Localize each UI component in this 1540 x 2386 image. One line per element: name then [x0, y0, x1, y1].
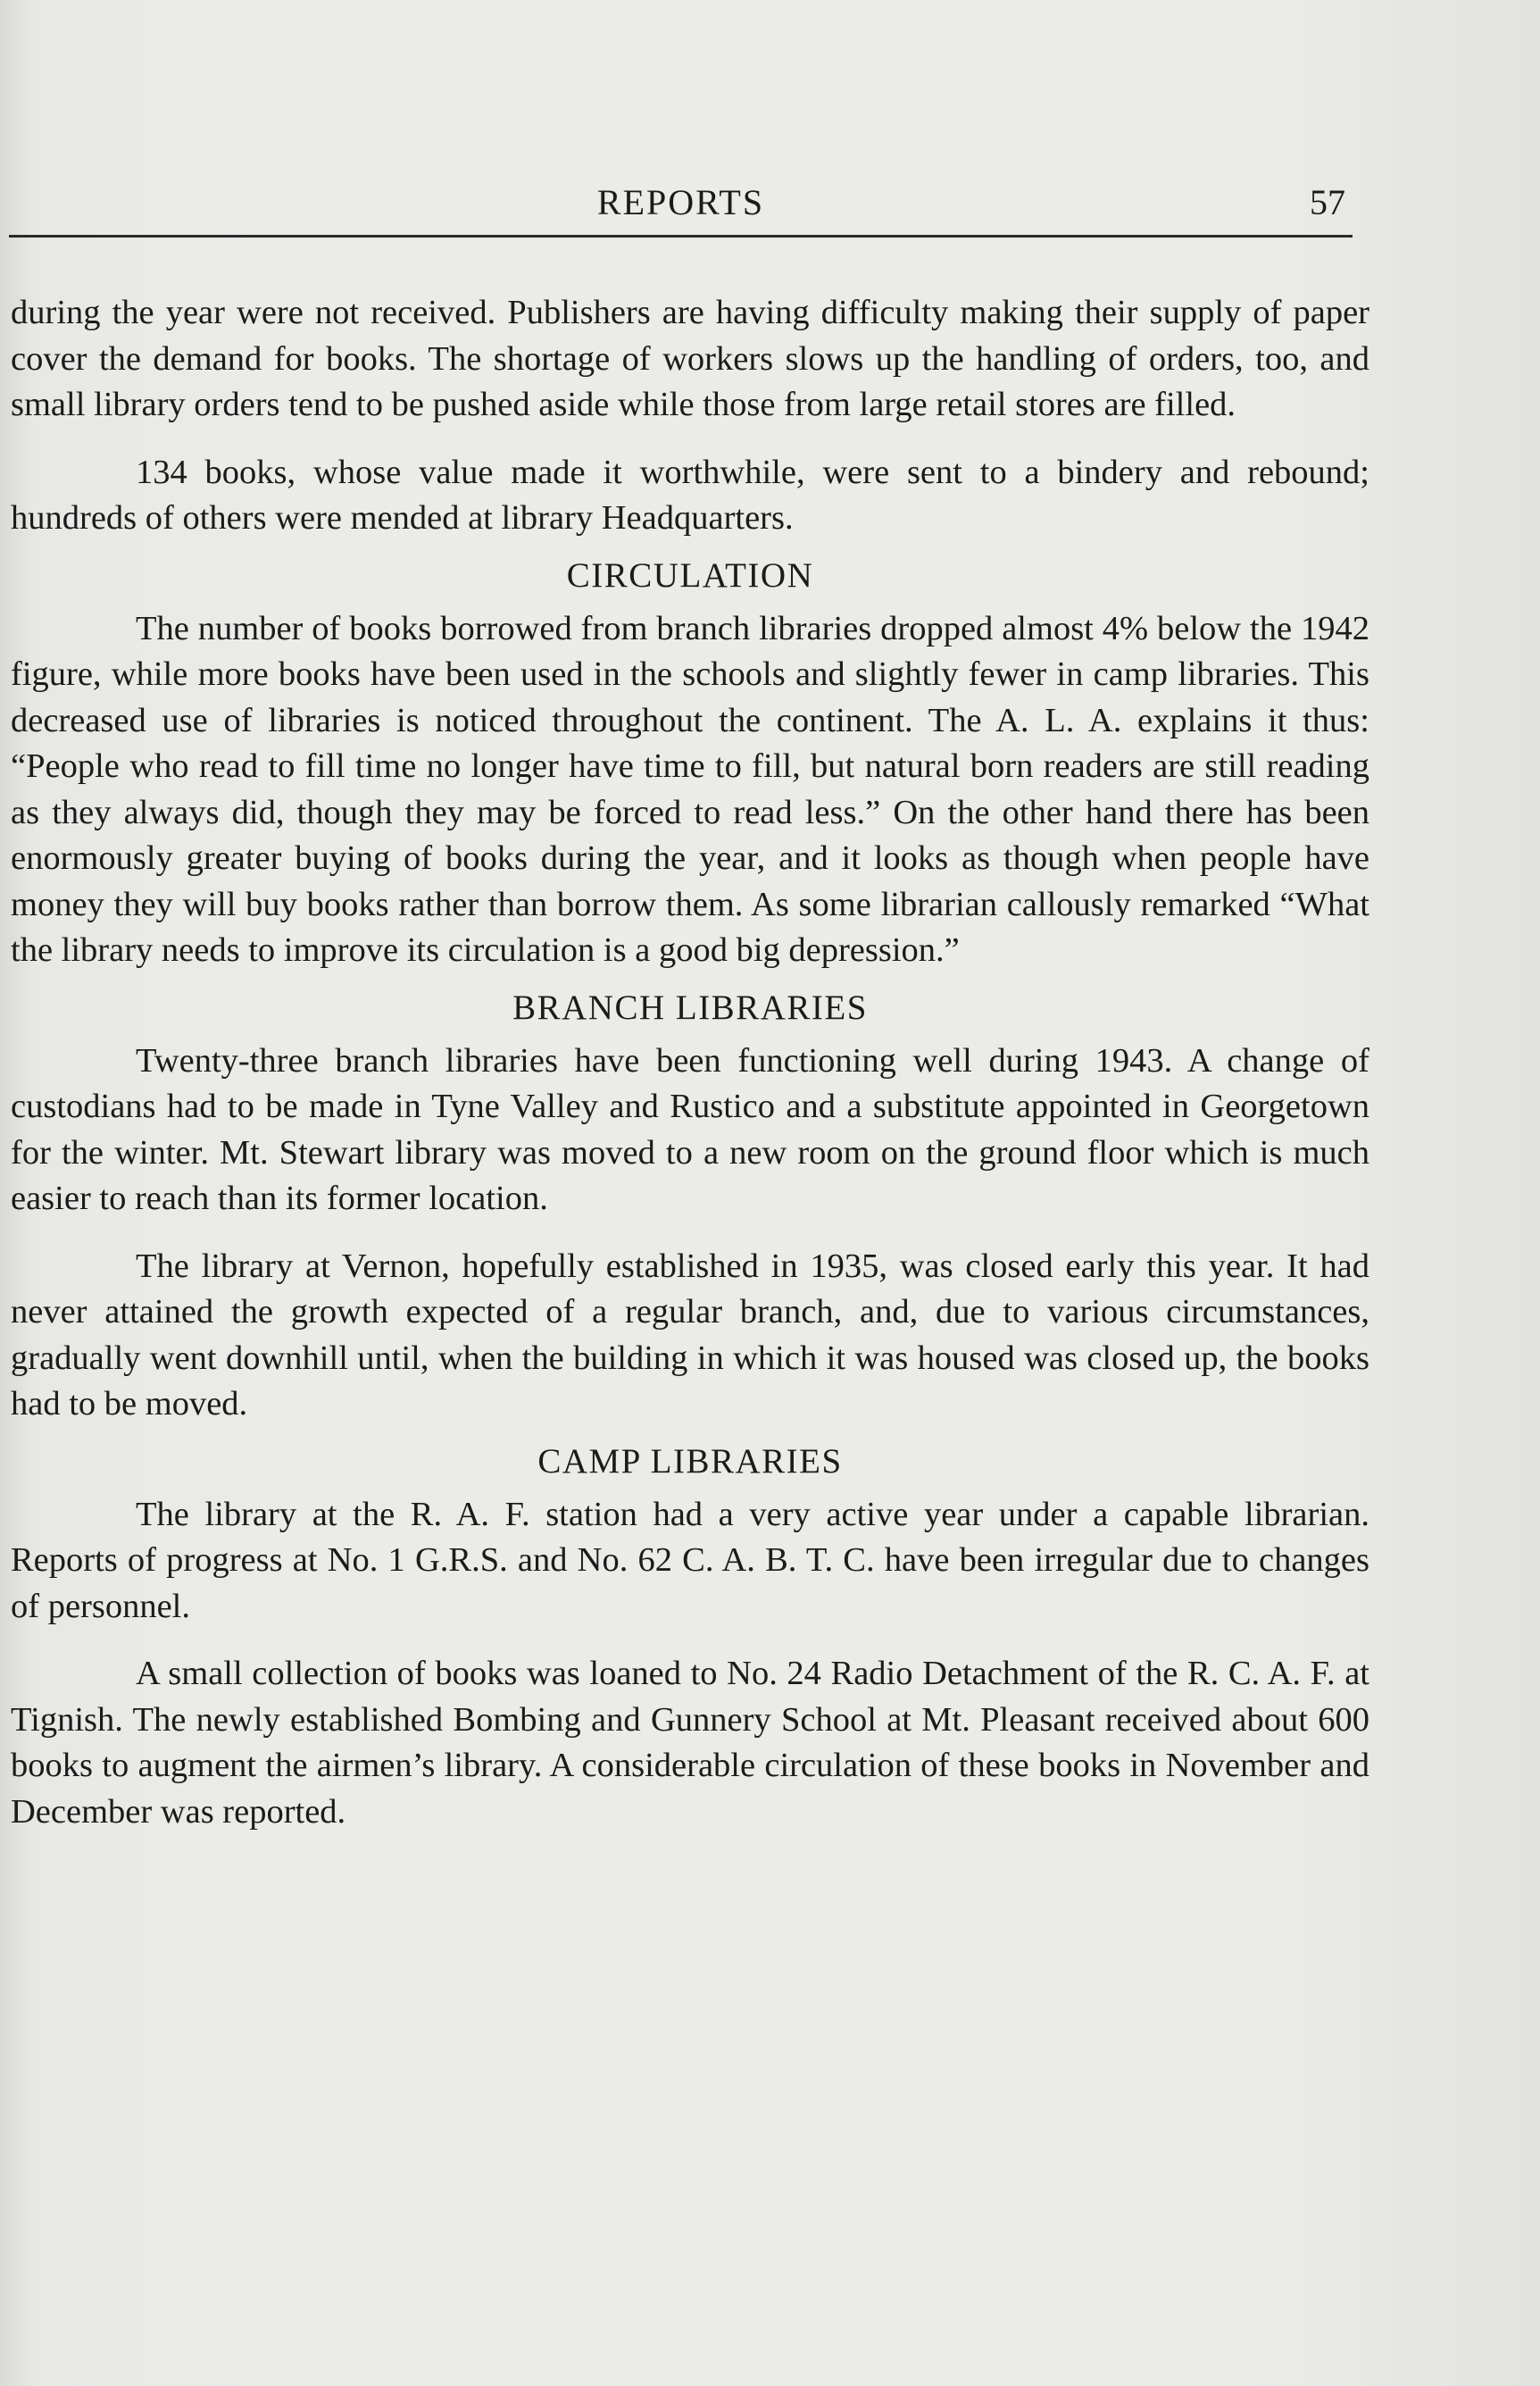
- section-heading-circulation: CIRCULATION: [566, 555, 814, 595]
- paragraph-tignish: A small collection of books was loaned to No. 24 Radio Detachment of the R. C. A. F. at Tignish. The newly established Bombing and Gunnery School at Mt. Pleasant received about 600 books to augment the airmen’s library. A considerable circulation of these books in November and December was reported.: [11, 1655, 1369, 1831]
- paragraph-raf-station: The library at the R. A. F. station had a very active year under a capable librarian. Reports of progress at No. 1 G.R.S. and No. 62 C. A. B. T. C. have been irregular due to changes of personnel.: [11, 1495, 1369, 1625]
- running-title: REPORTS: [596, 182, 765, 222]
- running-head: [9, 181, 1353, 238]
- body-text: [11, 290, 1369, 1835]
- paragraph-circulation: The number of books borrowed from branch libraries dropped almost 4% below the 1942 figure, while more books have been used in the schools and slightly fewer in camp libraries. This decreased use of libraries is noticed throughout the continent. The A. L. A. explains it thus: “People who read to fill time no longer have time to fill, but natural born readers are still reading as they always did, though they may be forced to read less.” On the other hand there has been enormously greater buying of books during the year, and it looks as though when people have money they will buy books rather than borrow them. As some librarian callously remarked “What the library needs to improve its circulation is a good big depression.”: [11, 609, 1369, 969]
- section-heading-camp-libraries: CAMP LIBRARIES: [537, 1441, 843, 1481]
- page-number: 57: [1310, 182, 1345, 222]
- paragraph-branch-functioning: Twenty-three branch libraries have been functioning well during 1943. A change of custodians had to be made in Tyne Valley and Rustico and a substitute appointed in Georgetown for the winter. Mt. Stewart library was moved to a new room on the ground floor which is much easier to reach than its former location.: [11, 1041, 1369, 1217]
- paragraph-continued: during the year were not received. Publishers are having difficulty making their supply of paper cover the demand for books. The shortage of workers slows up the handling of orders, too, and small library orders tend to be pushed aside while those from large retail stores are filled.: [11, 294, 1369, 423]
- paragraph-bindery: 134 books, whose value made it worthwhile, were sent to a bindery and rebound; hundreds of others were mended at library Headquarters.: [11, 453, 1369, 537]
- section-heading-branch-libraries: BRANCH LIBRARIES: [512, 988, 868, 1027]
- paragraph-vernon: The library at Vernon, hopefully established in 1935, was closed early this year. It had never attained the growth expected of a regular branch, and, due to various circumstances, gradually went downhill until, when the building in which it was housed was closed up, the books had to be moved.: [11, 1247, 1369, 1422]
